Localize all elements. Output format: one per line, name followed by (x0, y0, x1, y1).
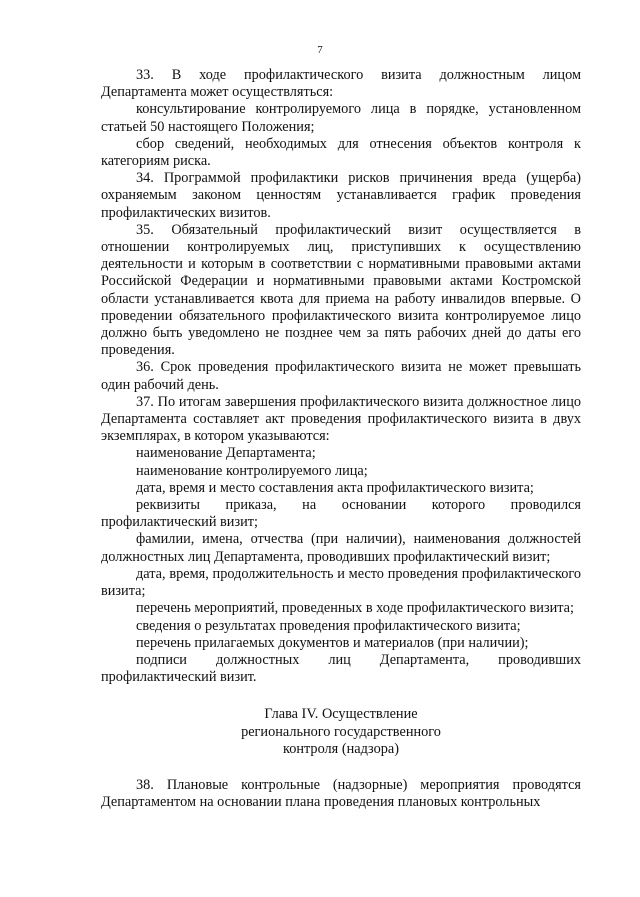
list-item: перечень прилагаемых документов и материалов (при наличии); (136, 634, 529, 651)
page-number: 7 (317, 44, 323, 56)
list-item: дата, время и место составления акта профилактического визита; (136, 479, 534, 496)
list-item: дата, время, продолжительность и место проведения профилактического визита; (101, 565, 581, 600)
chapter-heading-line: Глава IV. Осуществление (264, 706, 418, 723)
chapter-heading-line: регионального государственного (241, 723, 441, 740)
list-item: наименование контролируемого лица; (136, 462, 368, 479)
chapter-heading (101, 706, 581, 758)
document-body (101, 67, 581, 811)
chapter-heading-line: контроля (надзора) (282, 740, 399, 757)
paragraph: 34. Программой профилактики рисков причинения вреда (ущерба) охраняемым законом ценностям устанавливается график проведения профилактических визитов. (101, 170, 581, 221)
paragraph: 38. Плановые контрольные (надзорные) мероприятия проводятся Департаментом на основании плана проведения плановых контрольных (101, 776, 581, 811)
list-item: фамилии, имена, отчества (при наличии), наименования должностей должностных лиц Департамента, проводивших профилактический визит; (101, 531, 581, 565)
paragraph: 37. По итогам завершения профилактического визита должностное лицо Департамента составляет акт проведения профилактического визита в двух экземплярах, в котором указываются: (101, 393, 581, 445)
paragraph: консультирование контролируемого лица в порядке, установленном статьей 50 настоящего Положения; (101, 101, 581, 135)
list-item: сведения о результатах проведения профилактического визита; (136, 617, 521, 634)
paragraph: 33. В ходе профилактического визита должностным лицом Департамента может осуществляться: (101, 67, 581, 101)
paragraph: 36. Срок проведения профилактического визита не может превышать один рабочий день. (101, 359, 581, 393)
list-item: наименование Департамента; (136, 445, 316, 462)
list-item: перечень мероприятий, проведенных в ходе профилактического визита; (136, 600, 574, 617)
paragraph: 35. Обязательный профилактический визит осуществляется в отношении контролируемых лиц, приступивших к осуществлению деятельности и которым в соответствии с нормативными правовыми актами Российской Федерации и нормативными правовыми актами Костромской области устанавливается квота для приема на работу инвалидов впервые. О проведении обязательного профилактического визита контролируемое лицо должно быть уведомлено не позднее чем за пять рабочих дней до даты его проведения. (101, 221, 581, 359)
paragraph: сбор сведений, необходимых для отнесения объектов контроля к категориям риска. (101, 135, 581, 170)
list-item: реквизиты приказа, на основании которого проводился профилактический визит; (101, 497, 581, 531)
list-item: подписи должностных лиц Департамента, проводивших профилактический визит. (101, 651, 581, 686)
